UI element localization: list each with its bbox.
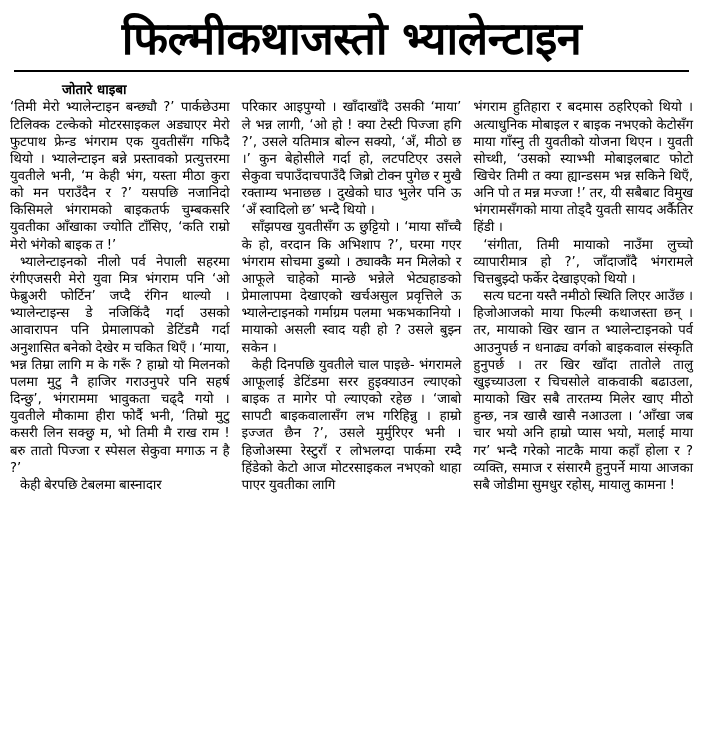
byline: जोतारे धाइबा [62, 82, 127, 99]
paragraph: केही बेरपछि टेबलमा बास्नादार [20, 477, 162, 493]
paragraph: ‘तिमी मेरो भ्यालेन्टाइन बन्छ्यौ ?’ पार्कछेउमा टिलिक्क टल्केको मोटरसाइकल अड्याएर मेरो फुटपाथ फ्रेन्ड भंगराम एक युवतीसँग गफिदै थियो । भ्यालेन्टाइन बन्ने प्रस्तावको प्रत्युत्तरमा युवतीले भनी, ‘म केही भंग, यस्ता मीठा कुरा को मन पराउँदैन र ?’ यसपछि नजानिदो किसिमले भंगरामको बाइकतर्फ चुम्बकसरि युवतीका आँखाका ज्योति टाँसिए, ‘कति राम्रो मेरो भंगेको बाइक त !’ [10, 100, 230, 253]
paragraph: साँझपख युवतीसँग ऊ छुट्टियो । ‘माया साँच्चै के हो, वरदान कि अभिशाप ?’, घरमा गएर भंगराम सोचमा डुब्यो । ठ्याक्कै मन मिलेको र आफूले चाहेको मान्छे भन्नेले भेट्यहाङको प्रेमालापमा देखाएको खर्चअसुल प्रवृत्तिले ऊ भ्यालेन्टाइनको गर्माग्रम पलमा भकभकानियो । मायाको असली स्वाद यही हो ? उसले बुझ्न सकेन । [241, 220, 462, 356]
article-column-2 [242, 99, 462, 494]
paragraph: ‘संगीता, तिमी मायाको नाउँमा लुच्चो व्यापारीमात्र हो ?’, जाँदाजाँदै भंगरामले चित्तबुझ्दो फर्केर देखाइएको थियो । [473, 237, 694, 287]
paragraph: भंगराम हुतिहारा र बदमास ठहरिएको थियो । अत्याधुनिक मोबाइल र बाइक नभएको केटोसँग माया गाँस्नु ती युवतीको योजना थिएन । युवती सोच्थी, ‘उसको स्याभ्भी मोबाइलबाट फोटो खिचेर तिमी त क्या ह्यान्डसम भन्न सकिने थिएँ, अनि पो त मन्न मज्जा !’ तर, यी सबैबाट विमुख भंगरामसँगको माया तोड्दै युवती सायद अर्कैतिर हिंडी । [473, 100, 694, 236]
page-title: फिल्मीकथाजस्तो भ्यालेन्टाइन [121, 12, 582, 65]
article-column-3 [473, 99, 693, 494]
article-columns [10, 99, 693, 494]
paragraph: परिकार आइपुग्यो । खाँदाखाँदै उसकी ‘माया’ ले भन्न लागी, ‘ओ हो ! क्या टेस्टी पिज्जा हगि ?’, उसले यतिमात्र बोल्न सक्यो, ‘अँ, मीठो छ ।’ कुन बेहोसीले गर्दा हो, लटपटिएर उसले सेकुवा चपाउँदाचपाउँदै जिब्रो टोक्न पुगेछ र मुखै रक्ताम्य भनाछछ । दुखेको घाउ भुलेर पनि ऊ ‘अँ स्वादिलो छ’ भन्दै थियो । [241, 100, 462, 219]
paragraph: सत्य घटना यस्तै नमीठो स्थिति लिएर आउँछ । हिजोआजको माया फिल्मी कथाजस्ता छन् । तर, मायाको खिर खान त भ्यालेन्टाइनको पर्व आउनुपर्छ न धनाढ्य वर्गको बाइकवाल संस्कृति हुनुपर्छ । तर खिर खाँदा तातोले तालु खुइच्याउला र चिचसोले वाकवाकी बढाउला, मायाको खिर सबै तारतम्य मिलेर खाए मीठो हुन्छ, नत्र खास्रै खासै नआउला । ‘आँखा जब चार भयो अनि हाम्रो प्यास भयो, मलाई माया गर’ भन्दै गरेको नाटकै माया कहाँ होला र ? व्यक्ति, समाज र संसारमै हुनुपर्ने माया आजका सबै जोडीमा सुमधुर रहोस्, मायालु कामना ! [473, 289, 694, 493]
article-column-1 [10, 99, 230, 494]
header-divider [14, 70, 689, 72]
paragraph: केही दिनपछि युवतीले चाल पाइछे- भंगरामले आफूलाई डेटिंडमा सरर हुइक्याउन ल्याएको बाइक त मागेर पो ल्याएको रहेछ । ‘जाबो सापटी बाइकवालासँग लभ गरिहिन्नु । हाम्रो इज्जत छैन ?’, उसले मुर्मुरिएर भनी । हिजोअस्मा रेस्टुराँ र लोभलग्दा पार्कमा रम्दै हिंडेको केटो आज मोटरसाइकल नभएको थाहा पाएर युवतीका लागि [241, 357, 462, 493]
paragraph: भ्यालेन्टाइनको नीलो पर्व नेपाली सहरमा रंगीएजसरी मेरो युवा मित्र भंगराम पनि ‘ओ फेब्रुअरी फोर्टिन’ जप्दै रंगिन थाल्यो । भ्यालेन्टाइन्स डे नजिकिंदै गर्दा उसको आवारापन पनि प्रेमालापको डेटिंडमै गर्दा अनुशासित बनेको देखेर म चकित थिएँ । ‘माया, भन्न तिम्रा लागि म के गरूँ ? हाम्रो यो मिलनको पलमा मुटु नै हाजिर गराउनुपरे पनि सहर्ष दिन्छु’, भंगराममा भावुकता चढ्दै गयो । युवतीले मौकामा हीरा फोर्दै भनी, ‘तिम्रो मुटु कसरी लिन सक्छु म, भो तिमी मै राख राम ! बरु तातो पिज्जा र स्पेसल सेकुवा मगाऊ न है ?’ [10, 254, 230, 476]
